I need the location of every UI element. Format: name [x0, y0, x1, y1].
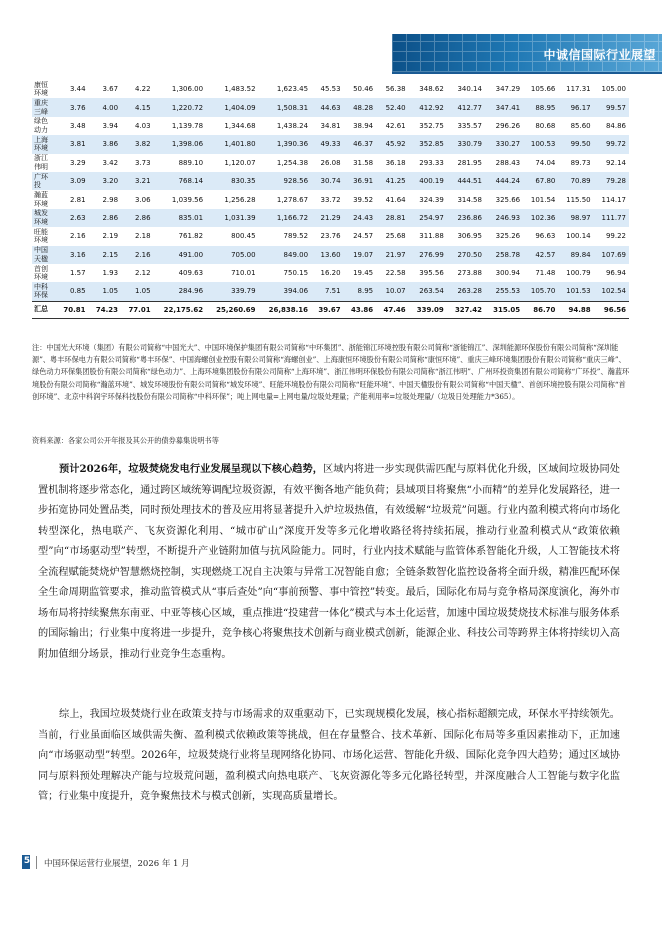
- metric-cell: 444.51: [447, 172, 485, 190]
- metric-cell: 352.85: [409, 135, 447, 153]
- metric-cell: 395.56: [419, 269, 444, 278]
- metric-cell: 928.56: [259, 172, 311, 190]
- metric-cell: 340.14: [457, 85, 482, 94]
- metric-cell: 3.48: [69, 121, 86, 130]
- metric-cell: 352.75: [419, 121, 444, 130]
- metric-cell: 33.72: [320, 195, 341, 204]
- table-row: [32, 264, 629, 282]
- metric-cell: 19.45: [353, 269, 374, 278]
- metric-cell: 1,483.52: [224, 85, 256, 94]
- metric-cell: 28.81: [376, 209, 409, 227]
- metric-cell: 1,404.09: [206, 98, 258, 116]
- metric-cell: 50.46: [353, 85, 374, 94]
- metric-cell: 96.17: [558, 98, 593, 116]
- metric-cell: 2.15: [89, 246, 122, 264]
- metric-cell: 48.28: [344, 98, 377, 116]
- metric-cell: 412.77: [447, 98, 485, 116]
- metric-cell: 70.81: [56, 301, 89, 318]
- metric-cell: 311.88: [419, 232, 444, 241]
- table-row: [32, 172, 629, 190]
- metric-cell: 99.22: [605, 232, 626, 241]
- metric-cell: 325.66: [495, 195, 521, 204]
- metric-cell: 3.94: [102, 121, 119, 130]
- metric-cell: 101.53: [558, 282, 593, 301]
- company-name-cell: 城发环境: [32, 209, 56, 227]
- metric-cell: 263.28: [447, 282, 485, 301]
- metric-cell: 114.17: [601, 195, 626, 204]
- metric-cell: 115.50: [566, 195, 591, 204]
- metric-cell: 1,344.68: [224, 121, 256, 130]
- metric-cell: 705.00: [206, 246, 258, 264]
- metric-cell: 74.23: [89, 301, 122, 318]
- metric-cell: 281.95: [457, 158, 482, 167]
- metric-cell: 348.62: [419, 85, 444, 94]
- metric-cell: 74.04: [535, 158, 556, 167]
- metric-cell: 347.41: [485, 98, 523, 116]
- metric-cell: 21.97: [376, 246, 409, 264]
- metric-cell: 768.14: [154, 172, 206, 190]
- metric-cell: 1,398.06: [154, 135, 206, 153]
- metric-cell: 56.38: [385, 85, 406, 94]
- metric-cell: 1,278.67: [276, 195, 309, 204]
- metric-cell: 7.51: [311, 282, 344, 301]
- trend-lead: 预计2026年，垃圾焚烧发电行业发展呈现以下核心趋势，: [59, 463, 323, 475]
- table-row: [32, 154, 629, 172]
- company-name-cell: 重庆三峰: [32, 98, 56, 116]
- metric-cell: 117.31: [566, 85, 591, 94]
- metric-cell: 4.00: [89, 98, 122, 116]
- metric-cell: 100.53: [523, 135, 558, 153]
- metric-cell: 45.53: [320, 85, 341, 94]
- metric-cell: 26,838.16: [259, 301, 311, 318]
- metric-cell: 1,438.24: [276, 121, 309, 130]
- metric-cell: 2.86: [89, 209, 122, 227]
- table-row: [32, 282, 629, 301]
- metric-cell: 1,166.72: [259, 209, 311, 227]
- company-name-cell: 上海环境: [32, 135, 56, 153]
- table-row: [32, 209, 629, 227]
- metric-cell: 412.92: [409, 98, 447, 116]
- metric-cell: 1,039.56: [171, 195, 204, 204]
- metric-cell: 3.44: [69, 85, 86, 94]
- metric-cell: 89.84: [558, 246, 593, 264]
- metric-cell: 284.96: [154, 282, 206, 301]
- metric-cell: 1,390.36: [259, 135, 311, 153]
- metric-cell: 105.00: [601, 85, 626, 94]
- header-banner: [392, 34, 662, 72]
- metric-cell: 889.10: [178, 158, 204, 167]
- table-row: [32, 117, 629, 135]
- company-name-cell: 首创环境: [34, 264, 48, 282]
- table-row: [32, 135, 629, 153]
- metric-cell: 16.20: [320, 269, 341, 278]
- metric-cell: 34.81: [320, 121, 341, 130]
- table-row: [32, 98, 629, 116]
- company-name-cell: 旺能环境: [34, 227, 48, 245]
- metric-cell: 96.94: [605, 269, 626, 278]
- metric-cell: 830.35: [206, 172, 258, 190]
- metric-cell: 1,256.28: [224, 195, 256, 204]
- table-row: [32, 227, 629, 245]
- metric-cell: 1,120.07: [224, 158, 256, 167]
- metric-cell: 335.57: [457, 121, 482, 130]
- metric-cell: 1,306.00: [171, 85, 204, 94]
- metric-cell: 1,508.31: [259, 98, 311, 116]
- banner-title: 中诚信国际行业展望: [543, 48, 656, 62]
- trend-paragraph: [38, 459, 620, 665]
- metric-cell: 761.82: [178, 232, 204, 241]
- metric-cell: 30.74: [311, 172, 344, 190]
- metric-cell: 4.15: [121, 98, 154, 116]
- metric-cell: 25.68: [385, 232, 406, 241]
- table-row: [32, 246, 629, 264]
- footer-title: 中国环保运营行业展望，2026 年 1 月: [44, 859, 190, 869]
- metric-cell: 1,220.72: [154, 98, 206, 116]
- metric-cell: 46.37: [344, 135, 377, 153]
- metric-cell: 86.70: [523, 301, 558, 318]
- metric-cell: 24.43: [344, 209, 377, 227]
- company-name-cell: 绿色动力: [34, 117, 48, 134]
- metric-cell: 258.78: [485, 246, 523, 264]
- metric-cell: 89.73: [570, 158, 591, 167]
- metric-cell: 4.03: [135, 121, 151, 130]
- metric-cell: 339.09: [409, 301, 447, 318]
- metric-cell: 44.63: [311, 98, 344, 116]
- table-note: 注：中国光大环境（集团）有限公司简称“中国光大”、中国环境保护集团有限公司简称“中环集团”、浙能锦江环境控股有限公司简称“浙能锦江”、深圳能源环保股份有限公司简称“深圳能源”、粤丰环保电力有限公司简称“粤丰环保”、中国海螺创业控股有限公司简称“海螺创业”、上海康恒环境股份有限公司简称“康恒环境”、重庆三峰环境集团股份有限公司简称“重庆三峰”、绿色动力环保集团股份有限公司简称“绿色动力”、上海环境集团股份有限公司简称“上海环境”、浙江伟明环保股份有限公司简称“浙江伟明”、广州环投资集团有限公司简称“广环投”、瀚蓝环境股份有限公司简称“瀚蓝环境”、城发环境股份有限公司简称“城发环境”、旺能环境股份有限公司简称“旺能环境”、中国天楹股份有限公司简称“中国天楹”、首创环境控股有限公司简称“首创环境”、北京中科润宇环保科技股份有限公司简称“中科环保”；吨上网电量=上网电量/垃圾处理量；产能利用率=垃圾处理量/（垃圾日处理能力*365）。: [32, 343, 630, 401]
- trend-body: 区域内将进一步实现供需匹配与原料优化升级，区域间垃圾协同处置机制将逐步常态化，通过跨区域统筹调配垃圾资源，有效平衡各地产能负荷；县域项目将聚焦“小而精”的差异化发展路径，进一步拓宽协同处置品类，同时预处理技术的普及应用将显著提升入炉垃圾热值，有效缓解“垃圾荒”问题。行业内盈利模式将向市场化转型深化，热电联产、飞灰资源化利用、“城市矿山”深度开发等多元化增收路径将持续拓展，推动行业盈利模式从“政策依赖型”向“市场驱动型”转型，不断提升产业链附加值与抗风险能力。同时，行业内技术赋能与监管体系智能化升级，人工智能技术将全流程赋能焚烧炉智慧燃烧控制，实现燃烧工况自主决策与异常工况智能自愈；全链条数智化监控设备将全面升级，精准匹配环保全生命周期监管要求，推动监管模式从“事后查处”向“事前预警、事中管控”转变。最后，国际化布局与竞争格局深度演化，海外市场布局将持续聚焦东南亚、中亚等核心区域，重点推进“投建营一体化”模式与本土化运营，加速中国垃圾焚烧技术标准与服务体系的国际输出；行业集中度将进一步提升，竞争核心将聚焦技术创新与商业模式创新，能源企业、科技公司等跨界主体将持续切入高附加值细分场景，推动行业竞争生态重构。: [38, 464, 620, 660]
- metric-cell: 52.40: [376, 98, 409, 116]
- metric-cell: 96.63: [535, 232, 556, 241]
- metric-cell: 43.86: [344, 301, 377, 318]
- metric-cell: 25,260.69: [206, 301, 258, 318]
- metric-cell: 2.12: [135, 269, 151, 278]
- metric-cell: 849.00: [259, 246, 311, 264]
- metric-cell: 67.80: [523, 172, 558, 190]
- metric-cell: 2.81: [69, 195, 86, 204]
- metric-cell: 3.86: [89, 135, 122, 153]
- metric-cell: 100.14: [566, 232, 591, 241]
- metric-cell: 2.16: [69, 232, 86, 241]
- metric-cell: 444.24: [485, 172, 523, 190]
- company-name-cell: 中科环保: [32, 282, 56, 301]
- metric-cell: 102.36: [523, 209, 558, 227]
- table-source: 资料来源：各家公司公开年报及其公开的债券募集说明书等: [32, 436, 219, 445]
- metric-cell: 88.95: [523, 98, 558, 116]
- metric-cell: 47.46: [376, 301, 409, 318]
- metric-cell: 3.67: [102, 85, 119, 94]
- metric-cell: 400.19: [409, 172, 447, 190]
- metric-cell: 36.91: [344, 172, 377, 190]
- metric-cell: 23.76: [320, 232, 341, 241]
- metric-cell: 3.29: [69, 158, 86, 167]
- metric-cell: 85.60: [570, 121, 591, 130]
- metric-cell: 339.79: [206, 282, 258, 301]
- metric-cell: 750.15: [283, 269, 309, 278]
- metric-cell: 8.95: [344, 282, 377, 301]
- summary-paragraph: 综上，我国垃圾焚烧行业在政策支持与市场需求的双重驱动下，已实现规模化发展，核心指标超额完成，环保水平持续领先。当前，行业虽面临区域供需失衡、盈利模式依赖政策等挑战，但在存量整合、技术革新、国际化布局等多重因素推动下，正加速向“市场驱动型”转型。2026年，垃圾焚烧行业将呈现网络化协同、市场化运营、智能化升级、国际化竞争四大趋势；通过区域协同与原料预处理解决产能与垃圾荒问题，盈利模式向热电联产、飞灰资源化等多元化路径转型，并深度融合人工智能与数字化监管；行业集中度提升，竞争聚焦技术与模式创新，实现高质量增长。: [38, 709, 620, 802]
- metric-cell: 96.56: [594, 301, 629, 318]
- table-row: [32, 190, 629, 208]
- metric-cell: 22,175.62: [154, 301, 206, 318]
- metric-cell: 3.73: [135, 158, 151, 167]
- metric-cell: 42.61: [385, 121, 406, 130]
- metric-cell: 276.99: [409, 246, 447, 264]
- metric-cell: 98.97: [558, 209, 593, 227]
- metric-cell: 0.85: [56, 282, 89, 301]
- metric-cell: 105.66: [530, 85, 556, 94]
- metric-cell: 2.18: [135, 232, 151, 241]
- metric-cell: 42.57: [523, 246, 558, 264]
- metric-cell: 1,139.78: [171, 121, 204, 130]
- metric-cell: 13.60: [311, 246, 344, 264]
- metric-cell: 38.94: [353, 121, 374, 130]
- metric-cell: 24.57: [353, 232, 374, 241]
- metric-cell: 1,623.45: [276, 85, 309, 94]
- metric-cell: 789.52: [283, 232, 309, 241]
- metric-cell: 3.06: [135, 195, 151, 204]
- metric-cell: 22.58: [385, 269, 406, 278]
- metric-cell: 1.05: [121, 282, 154, 301]
- metric-cell: 315.05: [485, 301, 523, 318]
- metric-cell: 1.57: [69, 269, 86, 278]
- metric-cell: 41.64: [385, 195, 406, 204]
- metric-cell: 1,031.39: [206, 209, 258, 227]
- metric-cell: 3.81: [56, 135, 89, 153]
- company-name-cell: 康恒环境: [34, 80, 48, 98]
- metric-cell: 330.27: [485, 135, 523, 153]
- metric-cell: 325.26: [495, 232, 521, 241]
- metric-cell: 293.33: [419, 158, 444, 167]
- metric-cell: 1,254.38: [276, 158, 309, 167]
- metric-cell: 288.43: [495, 158, 521, 167]
- metric-cell: 491.00: [154, 246, 206, 264]
- metric-cell: 100.79: [566, 269, 591, 278]
- metric-cell: 270.50: [447, 246, 485, 264]
- metric-cell: 3.76: [56, 98, 89, 116]
- metric-cell: 26.08: [320, 158, 341, 167]
- metric-cell: 36.18: [385, 158, 406, 167]
- metric-cell: 84.86: [605, 121, 626, 130]
- metric-cell: 835.01: [154, 209, 206, 227]
- metric-cell: 296.26: [495, 121, 521, 130]
- metric-cell: 4.22: [135, 85, 151, 94]
- metric-cell: 94.88: [558, 301, 593, 318]
- metric-cell: 39.52: [353, 195, 374, 204]
- metric-cell: 330.79: [447, 135, 485, 153]
- metric-cell: 347.29: [495, 85, 521, 94]
- metric-cell: 10.07: [376, 282, 409, 301]
- metric-cell: 99.72: [594, 135, 629, 153]
- metric-cell: 394.06: [259, 282, 311, 301]
- metric-cell: 1.93: [102, 269, 119, 278]
- metric-cell: 70.89: [558, 172, 593, 190]
- metric-cell: 99.57: [594, 98, 629, 116]
- metric-cell: 71.48: [535, 269, 556, 278]
- metric-cell: 800.45: [231, 232, 256, 241]
- company-name-cell: 汇总: [32, 301, 56, 318]
- metric-cell: 102.54: [594, 282, 629, 301]
- metric-cell: 39.67: [311, 301, 344, 318]
- metric-cell: 2.86: [121, 209, 154, 227]
- table-total-row: [32, 301, 629, 318]
- metric-cell: 105.70: [523, 282, 558, 301]
- company-name-cell: 瀚蓝环境: [34, 191, 48, 208]
- metric-cell: 99.50: [558, 135, 593, 153]
- metric-cell: 255.53: [485, 282, 523, 301]
- metric-cell: 19.07: [344, 246, 377, 264]
- metric-cell: 1,401.80: [206, 135, 258, 153]
- metric-cell: 31.58: [353, 158, 374, 167]
- metric-cell: 21.29: [311, 209, 344, 227]
- company-name-cell: 中国天楹: [32, 246, 56, 264]
- metric-cell: 327.42: [447, 301, 485, 318]
- metric-cell: 92.14: [605, 158, 626, 167]
- metric-cell: 79.28: [594, 172, 629, 190]
- metric-cell: 306.95: [457, 232, 482, 241]
- footer-separator: [36, 856, 37, 869]
- metric-cell: 324.39: [419, 195, 444, 204]
- metric-cell: 101.54: [530, 195, 556, 204]
- company-name-cell: 广环投: [32, 172, 56, 190]
- company-name-cell: 浙江伟明: [34, 154, 48, 171]
- metric-cell: 3.09: [56, 172, 89, 190]
- metric-cell: 3.42: [102, 158, 119, 167]
- metric-cell: 2.19: [102, 232, 119, 241]
- company-metrics-table: [32, 80, 629, 319]
- metric-cell: 45.92: [376, 135, 409, 153]
- metric-cell: 710.01: [231, 269, 256, 278]
- header-divider: [392, 72, 662, 74]
- metric-cell: 2.98: [102, 195, 119, 204]
- metric-cell: 2.63: [56, 209, 89, 227]
- metric-cell: 1.05: [89, 282, 122, 301]
- metric-cell: 273.88: [457, 269, 482, 278]
- metric-cell: 111.77: [594, 209, 629, 227]
- metric-cell: 3.21: [121, 172, 154, 190]
- table-row: [32, 80, 629, 98]
- metric-cell: 3.82: [121, 135, 154, 153]
- metric-cell: 314.58: [457, 195, 482, 204]
- metric-cell: 300.94: [495, 269, 521, 278]
- metric-cell: 3.20: [89, 172, 122, 190]
- footer-page-number: 5: [23, 856, 31, 866]
- metric-cell: 49.33: [311, 135, 344, 153]
- metric-cell: 77.01: [121, 301, 154, 318]
- metric-cell: 2.16: [121, 246, 154, 264]
- metric-cell: 246.93: [485, 209, 523, 227]
- metric-cell: 80.68: [535, 121, 556, 130]
- metric-cell: 409.63: [178, 269, 204, 278]
- metric-cell: 41.25: [376, 172, 409, 190]
- metric-cell: 107.69: [594, 246, 629, 264]
- metric-cell: 254.97: [409, 209, 447, 227]
- metric-cell: 263.54: [409, 282, 447, 301]
- metric-cell: 236.86: [447, 209, 485, 227]
- metric-cell: 3.16: [56, 246, 89, 264]
